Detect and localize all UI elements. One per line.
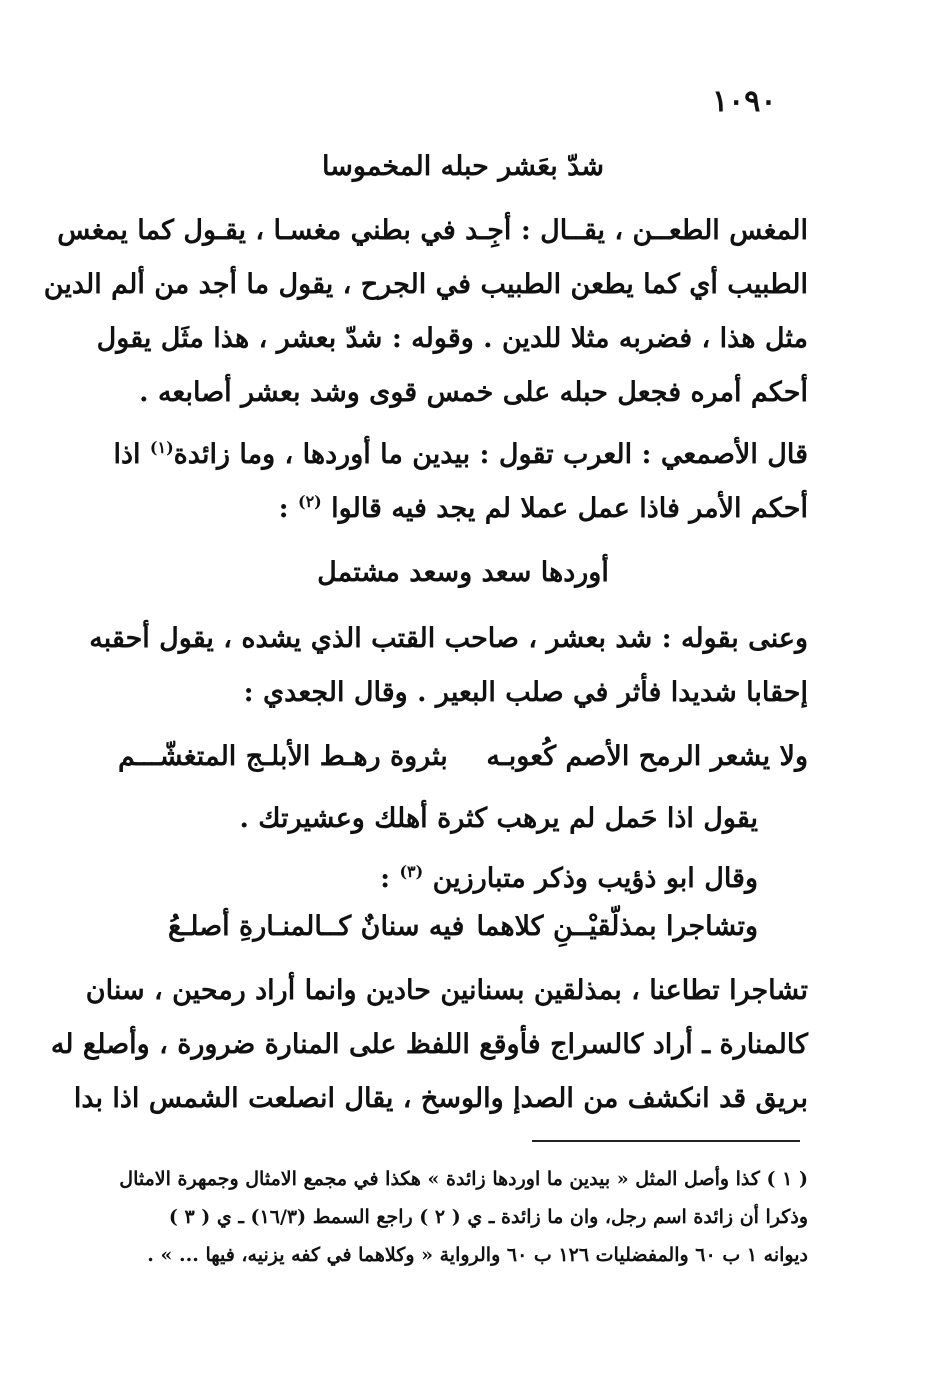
paragraph-5-text: وقال ابو ذؤيب وذكر متبارزين xyxy=(432,863,758,894)
verse-dhuayb-hemistich-2: فيه سنانٌ كــالمنـارةِ أصلـعُ xyxy=(168,911,465,942)
page-number: ١٠٩٠ xyxy=(712,84,777,119)
footnote-line-2: وذكرا أن زائدة اسم رجل، وان ما زائدة ـ ي ( ٢ ) راجع السمط (١٦/٣) ـ ي ( ٣ ) xyxy=(168,1206,808,1228)
paragraph-5 xyxy=(118,852,808,906)
paragraph-1 xyxy=(43,204,808,420)
paragraph-3-line-1: وعنى بقوله : شد بعشر ، صاحب القتب الذي يشده ، يقول أحقبه xyxy=(89,623,808,654)
footnote-line-3: ديوانه ١ ب ٦٠ والمفضليات ١٢٦ ب ٦٠ والرواية « وكلاهما في كفه يزنيه، فيها ... » . xyxy=(147,1244,808,1266)
footnote-ref-2: (٢) xyxy=(298,492,322,511)
footnotes xyxy=(118,1160,808,1274)
paragraph-1-line-2: الطبيب أي كما يطعن الطبيب في الجرح ، يقول ما أجد من ألم الدين xyxy=(43,269,808,300)
paragraph-6 xyxy=(50,964,808,1126)
paragraph-5-end: : xyxy=(380,863,391,894)
paragraph-5-line-1 xyxy=(118,852,808,906)
verse-dhuayb-hemistich-1: وتشاجرا بمذلّقيْــنِ كلاهما xyxy=(476,911,758,942)
verse-jadi-hemistich-1: ولا يشعر الرمح الأصم كُعوبـه xyxy=(486,741,808,772)
paragraph-2-line-2-end: : xyxy=(278,493,289,524)
verse-title-text: شدّ بعَشر حبله المخموسا xyxy=(322,151,604,182)
paragraph-2-line-2 xyxy=(118,482,808,536)
paragraph-6-line-3: بريق قد انكشف من الصدإ والوسخ ، يقال انصلعت الشمس اذا بدا xyxy=(73,1083,808,1114)
proverb-verse-text: أوردها سعد وسعد مشتمل xyxy=(317,557,609,588)
poetry-verse-dhuayb xyxy=(118,900,808,954)
paragraph-2 xyxy=(113,428,808,536)
proverb-verse xyxy=(118,546,808,600)
verse-title xyxy=(118,140,808,194)
poetry-verse-jadi xyxy=(118,730,808,784)
verse-jadi-hemistich-2: بثروة رهـط الأبلـج المتغشّـــم xyxy=(118,741,448,772)
paragraph-6-line-2: كالمنارة ـ أراد كالسراج فأوقع اللفظ على المنارة ضرورة ، وأصلع له xyxy=(50,1029,808,1060)
poetry-verse-dhuayb-line xyxy=(118,900,808,954)
paragraph-2-line-1-end: اذا xyxy=(113,439,141,470)
paragraph-2-line-1-text: قال الأصمعي : العرب تقول : بيدين ما أوردها ، وما زائدة xyxy=(173,439,808,470)
footnote-ref-1: (١) xyxy=(149,438,174,457)
footnote-ref-3: (٣) xyxy=(399,862,424,881)
paragraph-1-line-3: مثل هذا ، فضربه مثلا للدين . وقوله : شدّ بعشر ، هذا مثَل يقول xyxy=(96,323,808,354)
paragraph-2-line-2-text: أحكم الأمر فاذا عمل عملا لم يجد فيه قالوا xyxy=(331,493,808,524)
paragraph-1-line-1: المغس الطعــن ، يقــال : أجِـد في بطني مغسـا ، يقـول كما يمغس xyxy=(57,215,808,246)
footnote-line-1: ( ١ ) كذا وأصل المثل « بيدين ما اوردها زائدة » هكذا في مجمع الامثال وجمهرة الامثال xyxy=(119,1168,808,1190)
poetry-verse-jadi-line xyxy=(118,730,808,784)
paragraph-4-line-1: يقول اذا حَمل لم يرهب كثرة أهلك وعشيرتك . xyxy=(239,803,758,834)
paragraph-3-line-2: إحقابا شديدا فأثر في صلب البعير . وقال الجعدي : xyxy=(243,677,808,708)
paragraph-1-line-4: أحكم أمره فجعل حبله على خمس قوى وشد بعشر أصابعه . xyxy=(139,377,808,408)
paragraph-4 xyxy=(118,792,808,846)
paragraph-2-line-1 xyxy=(113,428,808,482)
footnote-divider xyxy=(532,1140,800,1142)
paragraph-6-line-1: تشاجرا تطاعنا ، بمذلقين بسنانين حادين وانما أراد رمحين ، سنان xyxy=(85,975,808,1006)
paragraph-3 xyxy=(89,612,808,720)
